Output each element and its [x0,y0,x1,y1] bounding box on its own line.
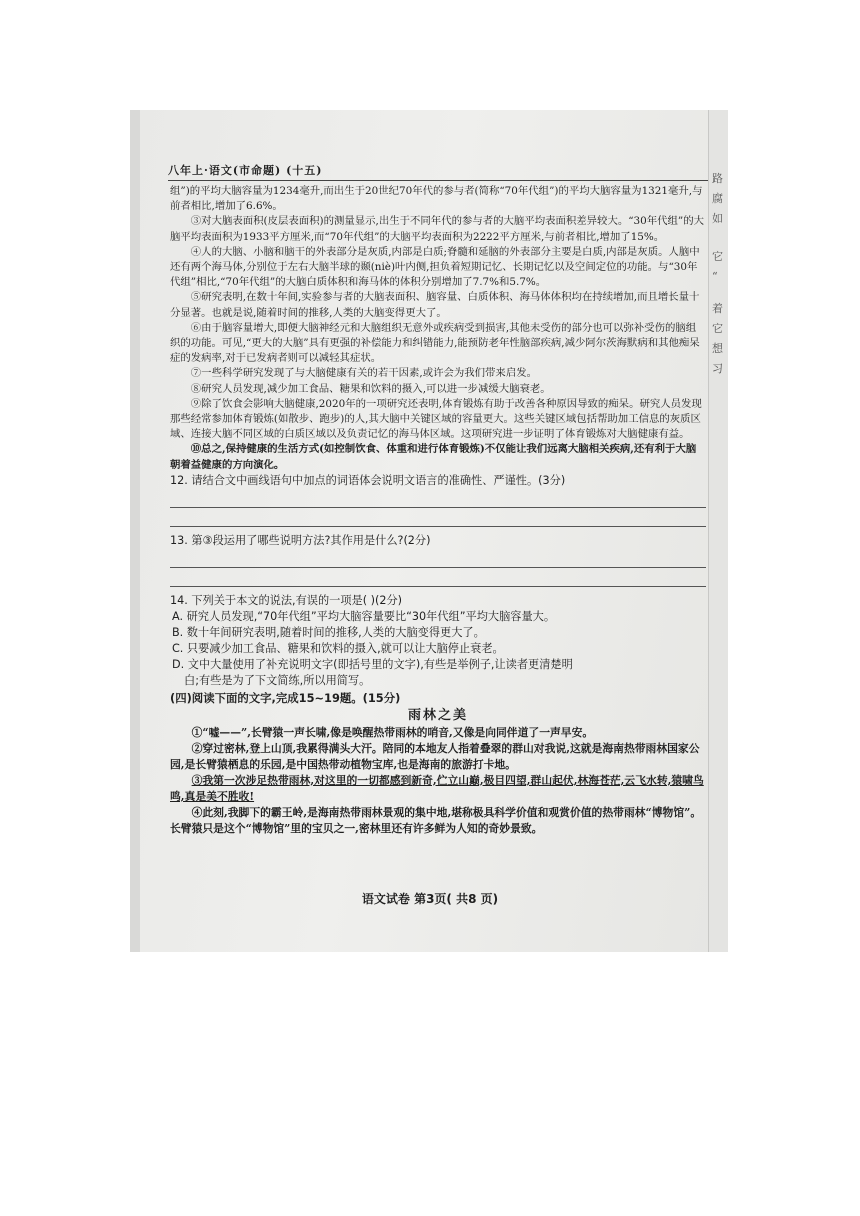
option-d: D. 文中大量使用了补充说明文字(即括号里的文字),有些是举例子,让读者更清楚明 [172,657,573,671]
passage-para-2: ④人的大脑、小脑和脑干的外表部分是灰质,内部是白质;脊髓和延脑的外表部分主要是白质,内部是灰质。人脑中还有两个海马体,分别位于左右大脑半球的颞(niè)叶内侧,担负着短期记忆、长期记忆以及空间定位的功能。与“30年代组”相比,“70年代组”的大脑白质体积和海马体的体积分别增加了7.7%和5.7%。 [170,245,700,289]
edge-char: 腐 [712,192,723,205]
option-a: A. 研究人员发现,“70年代组”平均大脑容量要比“30年代组”平均大脑容量大。 [172,609,556,623]
essay-para-2: ②穿过密林,登上山顶,我累得满头大汗。陪同的本地友人指着叠翠的群山对我说,这就是海南热带雨林国家公园,是长臂猿栖息的乐园,是中国热带动植物宝库,也是海南的旅游打卡地。 [170,741,700,771]
content [170,184,706,837]
page-footer: 语文试卷 第3页( 共8 页) [361,892,499,906]
answer-line[interactable] [170,568,706,587]
edge-char: “ [712,270,718,283]
question-12: 12. 请结合文中画线语句中加点的词语体会说明文语言的准确性、严谨性。(3分) [170,473,566,487]
edge-char: 如 [712,212,723,225]
question-13: 13. 第③段运用了哪些说明方法?其作用是什么?(2分) [170,533,431,547]
passage-para-4: ⑥由于脑容量增大,即便大脑神经元和大脑组织无意外或疾病受到损害,其他未受伤的部分也可以弥补受伤的脑组织的功能。可见,“更大的大脑”具有更强的补偿能力和纠错能力,能预防老年性脑部疾病,减少阿尔茨海默病和其他痴呆症的发病率,对于已发病者则可以减轻其症状。 [170,321,700,365]
exam-sheet [140,110,720,952]
edge-char: 它 [712,250,723,263]
edge-char: 想 [712,342,723,355]
essay-title: 雨林之美 [407,707,468,723]
answer-line[interactable] [170,508,706,527]
page-header: 八年上·语文(市命题) (十五) [168,164,323,177]
edge-char: 习 [712,362,723,375]
passage-para-6: ⑧研究人员发现,减少加工食品、糖果和饮料的摄入,可以进一步减缓大脑衰老。 [190,382,551,395]
option-c: C. 只要减少加工食品、糖果和饮料的摄入,就可以让大脑停止衰老。 [172,641,504,655]
passage-para-1: ③对大脑表面积(皮层表面积)的测量显示,出生于不同年代的参与者的大脑平均表面积差异较大。“30年代组”的大脑平均表面积为1933平方厘米,而“70年代组”的大脑平均表面积为2222平方厘米,与前者相比,增加了15%。 [170,215,705,243]
section-4-heading: (四)阅读下面的文字,完成15~19题。(15分) [170,690,401,705]
passage-para-8: ⑩总之,保持健康的生活方式(如控制饮食、体重和进行体育锻炼)不仅能让我们远离大脑相关疾病,还有利于大脑朝着益健康的方向演化。 [170,443,697,471]
next-page-edge [708,110,728,952]
passage-para-0: 组”)的平均大脑容量为1234毫升,而出生于20世纪70年代的参与者(简称“70年代组”)的平均大脑容量为1321毫升,与前者相比,增加了6.6%。 [170,185,703,213]
question-14: 14. 下列关于本文的说法,有误的一项是( )(2分) [170,593,403,607]
essay-para-1: ①“嘘——”,长臂猿一声长啸,像是唤醒热带雨林的哨音,又像是向同伴道了一声早安。 [191,725,594,739]
photo-background [130,110,728,952]
essay-para-4: ④此刻,我脚下的霸王岭,是海南热带雨林景观的集中地,堪称极具科学价值和观赏价值的热带雨林“博物馆”。长臂猿只是这个“博物馆”里的宝贝之一,密林里还有许多鲜为人知的奇妙景致。 [170,805,702,835]
passage-para-3: ⑤研究表明,在数十年间,实验参与者的大脑表面积、脑容量、白质体积、海马体体积均在持续增加,而且增长量十分显著。也就是说,随着时间的推移,人类的大脑变得更大了。 [170,291,700,319]
option-b: B. 数十年间研究表明,随着时间的推移,人类的大脑变得更大了。 [172,625,485,639]
essay-para-3: ③我第一次涉足热带雨林,对这里的一切都感到新奇,伫立山巅,极目四望,群山起伏,林海苍茫,云飞水转,猿啸鸟鸣,真是美不胜收! [170,773,704,803]
passage-para-5: ⑦一些科学研究发现了与大脑健康有关的若干因素,或许会为我们带来启发。 [190,367,537,380]
edge-char: 它 [712,322,723,335]
edge-char: 着 [712,302,723,315]
option-d-cont: 白;有些是为了下文简练,所以用简写。 [184,673,371,687]
edge-char: 路 [712,172,723,185]
answer-line[interactable] [170,549,706,568]
answer-line[interactable] [170,489,706,508]
header-rule [168,180,708,181]
passage-para-7: ⑨除了饮食会影响大脑健康,2020年的一项研究还表明,体育锻炼有助于改善各种原因导致的痴呆。研究人员发现那些经常参加体育锻炼(如散步、跑步)的人,其大脑中关键区域的容量更大。这些关键区域包括帮助加工信息的灰质区域、连接大脑不同区域的白质区域以及负责记忆的海马体区域。这项研究进一步证明了体育锻炼对大脑健康有益。 [170,397,702,441]
